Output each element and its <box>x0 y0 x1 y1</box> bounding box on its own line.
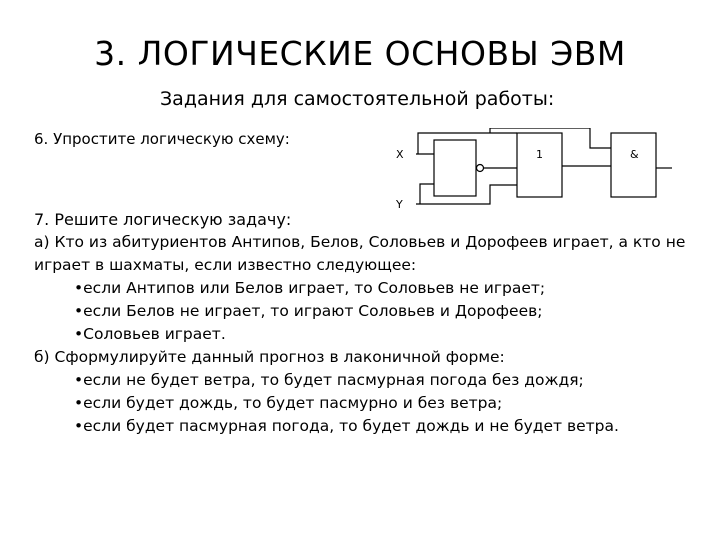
logic-circuit-diagram <box>390 128 690 210</box>
slide-title: 3. ЛОГИЧЕСКИЕ ОСНОВЫ ЭВМ <box>94 34 626 73</box>
task-7-heading: 7. Решите логическую задачу: <box>34 210 292 229</box>
task-7-block <box>34 208 714 438</box>
inversion-bubble <box>477 165 484 172</box>
gate-or-label: 1 <box>536 148 543 161</box>
task-7a-item: •если Белов не играет, то играют Соловьев и Дорофеев; <box>74 302 543 320</box>
task-7b-line: б) Сформулируйте данный прогноз в лаконичной форме: <box>34 348 505 366</box>
gate-or-box <box>517 133 562 197</box>
task-6-text: 6. Упростите логическую схему: <box>34 130 290 148</box>
task-7a-line-2: играет в шахматы, если известно следующее: <box>34 256 417 274</box>
input-y-label: Y <box>396 198 403 210</box>
input-x-label: X <box>396 148 404 161</box>
task-7b-item: •если будет дождь, то будет пасмурно и без ветра; <box>74 394 503 412</box>
task-7a-item: •Соловьев играет. <box>74 325 226 343</box>
task-7a-item: •если Антипов или Белов играет, то Соловьев не играет; <box>74 279 546 297</box>
task-7b-item: •если будет пасмурная погода, то будет дождь и не будет ветра. <box>74 417 619 435</box>
wire-y <box>416 184 517 204</box>
gate-and-box <box>611 133 656 197</box>
wire-x-and <box>490 128 611 148</box>
gate-and-label: & <box>630 148 639 161</box>
slide-subtitle: Задания для самостоятельной работы: <box>160 88 555 110</box>
gate-1-box <box>434 140 476 196</box>
wire-x <box>416 133 517 154</box>
task-7b-item: •если не будет ветра, то будет пасмурная погода без дождя; <box>74 371 584 389</box>
task-7a-line-1: а) Кто из абитуриентов Антипов, Белов, Соловьев и Дорофеев играет, а кто не <box>34 233 686 251</box>
